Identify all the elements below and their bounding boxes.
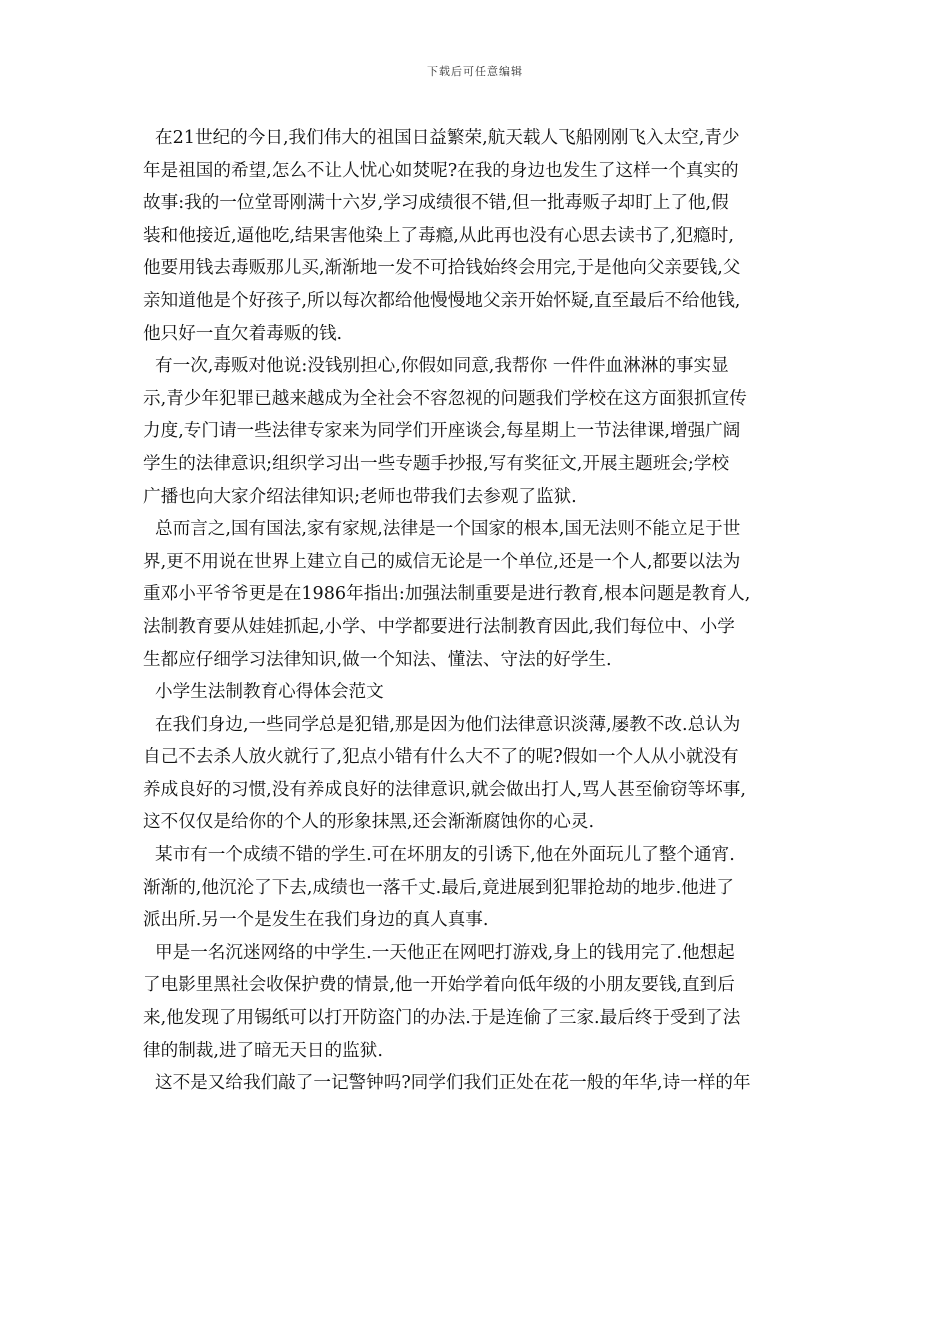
text-line: 这不是又给我们敲了一记警钟吗?同学们我们正处在花一般的年华,诗一样的年: [155, 1073, 751, 1094]
text-line: 故事:我的一位堂哥刚满十六岁,学习成绩很不错,但一批毒贩子却盯上了他,假: [143, 193, 729, 214]
text-line: 小学生法制教育心得体会范文: [155, 682, 384, 703]
text-line: 了电影里黑社会收保护费的情景,他一开始学着向低年级的小朋友要钱,直到后: [143, 975, 735, 996]
page-header: 下载后可任意编辑: [427, 65, 523, 78]
text-line: 在21世纪的今日,我们伟大的祖国日益繁荣,航天载人飞船刚刚飞入太空,青少: [155, 128, 740, 148]
text-line: 律的制裁,进了暗无天日的监狱.: [143, 1040, 383, 1061]
text-line: 来,他发现了用锡纸可以打开防盗门的办法.于是连偷了三家.最后终于受到了法: [143, 1008, 741, 1029]
text-line: 示,青少年犯罪已越来越成为全社会不容忽视的问题我们学校在这方面狠抓宣传: [143, 388, 747, 409]
text-line: 他要用钱去毒贩那儿买,渐渐地一发不可拾钱始终会用完,于是他向父亲要钱,父: [143, 258, 741, 279]
text-line: 广播也向大家介绍法律知识;老师也带我们去参观了监狱.: [143, 486, 577, 507]
text-line: 甲是一名沉迷网络的中学生.一天他正在网吧打游戏,身上的钱用完了.他想起: [155, 942, 735, 963]
text-line: 自己不去杀人放火就行了,犯点小错有什么大不了的呢?假如一个人从小就没有: [143, 747, 739, 768]
text-line: 年是祖国的希望,怎么不让人忧心如焚呢?在我的身边也发生了这样一个真实的: [143, 160, 739, 181]
text-line: 学生的法律意识;组织学习出一些专题手抄报,写有奖征文,开展主题班会;学校: [143, 453, 730, 474]
text-line: 重邓小平爷爷更是在1986年指出:加强法制重要是进行教育,根本问题是教育人,: [143, 584, 751, 605]
text-line: 在我们身边,一些同学总是犯错,那是因为他们法律意识淡薄,屡教不改.总认为: [155, 714, 741, 735]
text-line: 法制教育要从娃娃抓起,小学、中学都要进行法制教育因此,我们每位中、小学: [143, 616, 735, 637]
text-line: 派出所.另一个是发生在我们身边的真人真事.: [143, 910, 489, 931]
text-line: 某市有一个成绩不错的学生.可在坏朋友的引诱下,他在外面玩儿了整个通宵.: [155, 845, 735, 866]
text-line: 有一次,毒贩对他说:没钱别担心,你假如同意,我帮你 一件件血淋淋的事实显: [155, 356, 729, 377]
text-line: 他只好一直欠着毒贩的钱.: [143, 323, 343, 344]
text-line: 力度,专门请一些法律专家来为同学们开座谈会,每星期上一节法律课,增强广阔: [143, 421, 741, 442]
text-line: 亲知道他是个好孩子,所以每次都给他慢慢地父亲开始怀疑,直至最后不给他钱,: [143, 290, 741, 311]
text-line: 这不仅仅是给你的个人的形象抹黑,还会渐渐腐蚀你的心灵.: [143, 812, 595, 833]
text-line: 生都应仔细学习法律知识,做一个知法、懂法、守法的好学生.: [143, 649, 612, 670]
text-line: 养成良好的习惯,没有养成良好的法律意识,就会做出打人,骂人甚至偷窃等坏事,: [143, 779, 746, 800]
text-line: 界,更不用说在世界上建立自己的威信无论是一个单位,还是一个人,都要以法为: [143, 551, 741, 572]
document-body: [143, 122, 815, 1100]
text-line: 渐渐的,他沉沦了下去,成绩也一落千丈.最后,竟进展到犯罪抢劫的地步.他进了: [143, 877, 734, 898]
text-line: 总而言之,国有国法,家有家规,法律是一个国家的根本,国无法则不能立足于世: [155, 519, 741, 540]
text-line: 装和他接近,逼他吃,结果害他染上了毒瘾,从此再也没有心思去读书了,犯瘾时,: [143, 225, 734, 246]
